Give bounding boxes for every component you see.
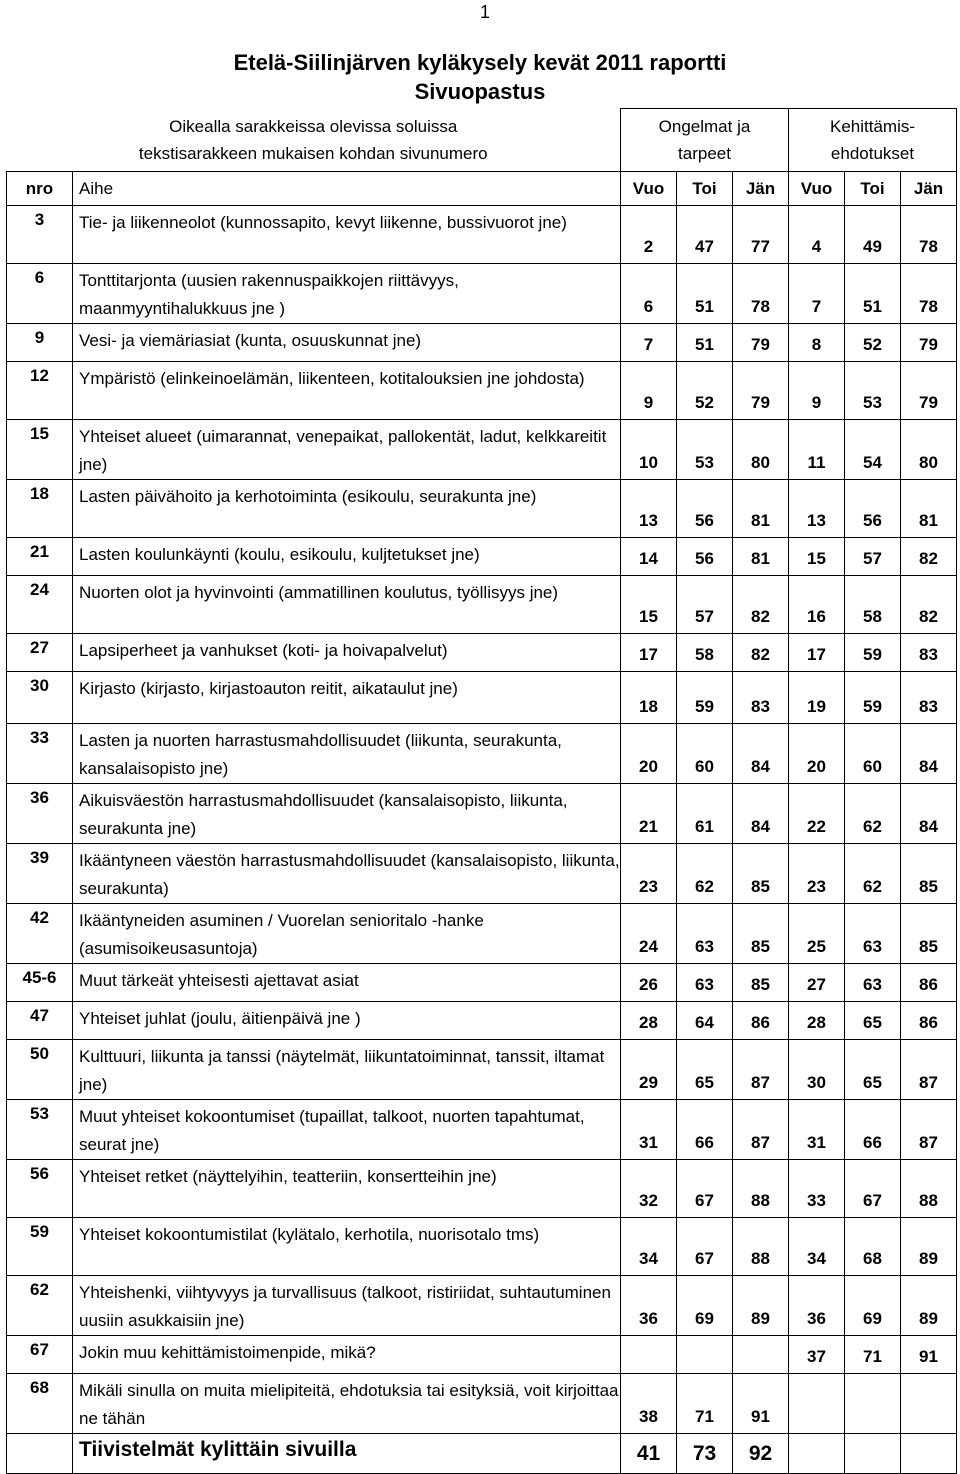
table-row: [7, 576, 957, 634]
page-ref-jan-2: 79: [901, 324, 957, 362]
page-ref-toi-1: 62: [677, 844, 733, 904]
page-ref-toi-1: 59: [677, 672, 733, 724]
table-row: [7, 1160, 957, 1218]
page-ref-toi-1: 53: [677, 420, 733, 480]
page-ref-toi-1: 63: [677, 904, 733, 964]
table-row: [7, 844, 957, 904]
page-ref-vuo-2: 34: [789, 1218, 845, 1276]
page-ref-jan-2: 80: [901, 420, 957, 480]
page-ref-vuo-1: [621, 1336, 677, 1374]
header-group-row: [7, 109, 957, 172]
row-topic: Yhteiset kokoontumistilat (kylätalo, kerhotila, nuorisotalo tms): [73, 1218, 621, 1276]
row-topic: Jokin muu kehittämistoimenpide, mikä?: [73, 1336, 621, 1374]
page-ref-toi-1: 51: [677, 324, 733, 362]
page-ref-vuo-2: 7: [789, 264, 845, 324]
page-ref-vuo-1: 38: [621, 1374, 677, 1434]
page-ref-toi-1: 67: [677, 1160, 733, 1218]
page-ref-jan-2: [901, 1434, 957, 1474]
page-ref-jan-2: 86: [901, 1002, 957, 1040]
page-ref-jan-1: 81: [733, 538, 789, 576]
page-ref-toi-2: 56: [845, 480, 901, 538]
page-ref-toi-2: 71: [845, 1336, 901, 1374]
table-row: [7, 1336, 957, 1374]
row-topic: Tie- ja liikenneolot (kunnossapito, kevyt liikenne, bussivuorot jne): [73, 206, 621, 264]
row-topic: Yhteishenki, viihtyvyys ja turvallisuus (talkoot, ristiriidat, suhtautuminen uusiin asukkaisiin jne): [73, 1276, 621, 1336]
page-ref-jan-2: 78: [901, 264, 957, 324]
row-topic: Ikääntyneiden asuminen / Vuorelan senioritalo -hanke (asumisoikeusasuntoja): [73, 904, 621, 964]
page-ref-toi-2: 65: [845, 1040, 901, 1100]
row-topic: Lapsiperheet ja vanhukset (koti- ja hoivapalvelut): [73, 634, 621, 672]
page-ref-vuo-2: 36: [789, 1276, 845, 1336]
page-ref-vuo-1: 32: [621, 1160, 677, 1218]
row-topic: Kirjasto (kirjasto, kirjastoauton reitit, aikataulut jne): [73, 672, 621, 724]
page-ref-toi-2: 59: [845, 672, 901, 724]
page-ref-jan-2: 83: [901, 672, 957, 724]
page-ref-jan-1: 79: [733, 362, 789, 420]
table-row: [7, 634, 957, 672]
page-ref-jan-2: 82: [901, 538, 957, 576]
header-note-line-1: Oikealla sarakkeissa olevissa soluissa: [169, 116, 458, 136]
page-ref-jan-1: 81: [733, 480, 789, 538]
page-ref-toi-1: 60: [677, 724, 733, 784]
row-topic: Muut yhteiset kokoontumiset (tupaillat, talkoot, nuorten tapahtumat, seurat jne): [73, 1100, 621, 1160]
page-ref-vuo-2: [789, 1374, 845, 1434]
page-ref-jan-1: 82: [733, 576, 789, 634]
page-ref-vuo-1: 15: [621, 576, 677, 634]
row-topic: Tiivistelmät kylittäin sivuilla: [73, 1434, 621, 1474]
page-ref-jan-1: 85: [733, 964, 789, 1002]
page-ref-jan-1: 88: [733, 1160, 789, 1218]
page-ref-toi-1: 64: [677, 1002, 733, 1040]
page-ref-vuo-1: 17: [621, 634, 677, 672]
table-row: [7, 672, 957, 724]
page-ref-vuo-1: 29: [621, 1040, 677, 1100]
row-nro: 67: [7, 1336, 73, 1374]
page-ref-vuo-1: 23: [621, 844, 677, 904]
page-ref-jan-2: 83: [901, 634, 957, 672]
page-ref-toi-2: 58: [845, 576, 901, 634]
header-group-proposals-line-2: ehdotukset: [830, 144, 915, 163]
document-title: [0, 48, 960, 106]
table-row: [7, 724, 957, 784]
row-nro: 36: [7, 784, 73, 844]
page-ref-vuo-1: 28: [621, 1002, 677, 1040]
row-topic: Muut tärkeät yhteisesti ajettavat asiat: [73, 964, 621, 1002]
page-ref-vuo-2: 8: [789, 324, 845, 362]
page-ref-vuo-1: 2: [621, 206, 677, 264]
header-group-problems-line-2: tarpeet: [678, 144, 731, 163]
row-nro: 24: [7, 576, 73, 634]
table-row: [7, 1040, 957, 1100]
row-topic: Yhteiset retket (näyttelyihin, teatteriin, konsertteihin jne): [73, 1160, 621, 1218]
row-nro: 39: [7, 844, 73, 904]
page-ref-vuo-2: 30: [789, 1040, 845, 1100]
header-column-row: [7, 172, 957, 206]
index-table: [6, 108, 957, 1474]
row-topic: Lasten koulunkäynti (koulu, esikoulu, kuljtetukset jne): [73, 538, 621, 576]
page-ref-vuo-2: 17: [789, 634, 845, 672]
page-ref-toi-1: 56: [677, 480, 733, 538]
page-ref-jan-1: 87: [733, 1040, 789, 1100]
row-nro: 6: [7, 264, 73, 324]
page-ref-vuo-2: 31: [789, 1100, 845, 1160]
page-ref-jan-1: 78: [733, 264, 789, 324]
page-ref-jan-2: 86: [901, 964, 957, 1002]
row-nro: 56: [7, 1160, 73, 1218]
page-ref-jan-2: 89: [901, 1276, 957, 1336]
page-ref-vuo-2: 25: [789, 904, 845, 964]
page-ref-jan-1: 79: [733, 324, 789, 362]
page-ref-jan-1: 77: [733, 206, 789, 264]
header-nro: nro: [7, 172, 73, 206]
row-nro: 45-6: [7, 964, 73, 1002]
page-ref-toi-2: 65: [845, 1002, 901, 1040]
page-ref-vuo-2: 19: [789, 672, 845, 724]
table-row: [7, 1002, 957, 1040]
page-ref-toi-2: 60: [845, 724, 901, 784]
row-nro: 62: [7, 1276, 73, 1336]
page-ref-toi-2: 69: [845, 1276, 901, 1336]
page-ref-vuo-1: 7: [621, 324, 677, 362]
row-topic: Lasten päivähoito ja kerhotoiminta (esikoulu, seurakunta jne): [73, 480, 621, 538]
page-ref-vuo-1: 14: [621, 538, 677, 576]
page-ref-toi-2: [845, 1434, 901, 1474]
page-ref-toi-1: 63: [677, 964, 733, 1002]
row-nro: 21: [7, 538, 73, 576]
page-ref-vuo-1: 24: [621, 904, 677, 964]
page-ref-jan-2: 78: [901, 206, 957, 264]
page-ref-vuo-1: 9: [621, 362, 677, 420]
page-number: 1: [480, 2, 491, 22]
page-ref-toi-1: [677, 1336, 733, 1374]
page-ref-jan-1: 86: [733, 1002, 789, 1040]
page-ref-toi-2: 57: [845, 538, 901, 576]
page-ref-jan-1: 89: [733, 1276, 789, 1336]
header-group-proposals: [789, 109, 957, 172]
row-nro: 30: [7, 672, 73, 724]
row-nro: 59: [7, 1218, 73, 1276]
row-topic: Kulttuuri, liikunta ja tanssi (näytelmät, liikuntatoiminnat, tanssit, iltamat jne): [73, 1040, 621, 1100]
row-topic: Yhteiset juhlat (joulu, äitienpäivä jne ): [73, 1002, 621, 1040]
page-ref-jan-1: 80: [733, 420, 789, 480]
page-ref-toi-2: 54: [845, 420, 901, 480]
table-row: [7, 1100, 957, 1160]
row-nro: 50: [7, 1040, 73, 1100]
row-nro: 33: [7, 724, 73, 784]
table-row: [7, 1276, 957, 1336]
page-ref-jan-2: [901, 1374, 957, 1434]
table-row: [7, 324, 957, 362]
page-ref-toi-1: 67: [677, 1218, 733, 1276]
page-ref-vuo-1: 41: [621, 1434, 677, 1474]
row-nro: 27: [7, 634, 73, 672]
row-topic: Mikäli sinulla on muita mielipiteitä, ehdotuksia tai esityksiä, voit kirjoittaa ne tähän: [73, 1374, 621, 1434]
page-ref-jan-1: 87: [733, 1100, 789, 1160]
page-ref-vuo-1: 18: [621, 672, 677, 724]
page-ref-jan-2: 91: [901, 1336, 957, 1374]
page-ref-toi-1: 52: [677, 362, 733, 420]
page-ref-jan-2: 85: [901, 844, 957, 904]
row-nro: 53: [7, 1100, 73, 1160]
page-ref-jan-1: [733, 1336, 789, 1374]
row-topic: Lasten ja nuorten harrastusmahdollisuudet (liikunta, seurakunta, kansalaisopisto jne): [73, 724, 621, 784]
page-ref-toi-1: 69: [677, 1276, 733, 1336]
page-ref-toi-1: 66: [677, 1100, 733, 1160]
page-ref-vuo-1: 36: [621, 1276, 677, 1336]
page-ref-toi-1: 47: [677, 206, 733, 264]
page-ref-toi-1: 58: [677, 634, 733, 672]
page-ref-toi-2: 62: [845, 844, 901, 904]
page-ref-jan-2: 87: [901, 1100, 957, 1160]
header-col-jan-1: Jän: [733, 172, 789, 206]
table-row: [7, 420, 957, 480]
row-nro: 3: [7, 206, 73, 264]
row-topic: Nuorten olot ja hyvinvointi (ammatillinen koulutus, työllisyys jne): [73, 576, 621, 634]
header-col-toi-2: Toi: [845, 172, 901, 206]
page-ref-toi-1: 73: [677, 1434, 733, 1474]
page-ref-jan-2: 81: [901, 480, 957, 538]
page-ref-jan-1: 85: [733, 904, 789, 964]
header-aihe: Aihe: [73, 172, 621, 206]
page-ref-vuo-2: 28: [789, 1002, 845, 1040]
header-note-line-2: tekstisarakkeen mukaisen kohdan sivunumero: [138, 143, 488, 163]
header-col-vuo-1: Vuo: [621, 172, 677, 206]
table-row: [7, 1218, 957, 1276]
page-ref-vuo-2: 27: [789, 964, 845, 1002]
page-ref-toi-2: 52: [845, 324, 901, 362]
row-nro: 9: [7, 324, 73, 362]
page-ref-vuo-2: [789, 1434, 845, 1474]
header-group-problems-line-1: Ongelmat ja: [658, 117, 751, 136]
table-row: [7, 1434, 957, 1474]
page-ref-vuo-2: 33: [789, 1160, 845, 1218]
row-topic: Ikääntyneen väestön harrastusmahdollisuudet (kansalaisopisto, liikunta, seurakunta): [73, 844, 621, 904]
header-col-toi-1: Toi: [677, 172, 733, 206]
page-ref-vuo-2: 15: [789, 538, 845, 576]
page-ref-vuo-1: 31: [621, 1100, 677, 1160]
table-row: [7, 904, 957, 964]
title-line-2: Sivuopastus: [414, 79, 546, 104]
page-ref-toi-2: 62: [845, 784, 901, 844]
row-topic: Ympäristö (elinkeinoelämän, liikenteen, kotitalouksien jne johdosta): [73, 362, 621, 420]
row-nro: 42: [7, 904, 73, 964]
table-row: [7, 362, 957, 420]
page-ref-jan-1: 92: [733, 1434, 789, 1474]
row-topic: Aikuisväestön harrastusmahdollisuudet (kansalaisopisto, liikunta, seurakunta jne): [73, 784, 621, 844]
row-nro: 15: [7, 420, 73, 480]
title-line-1: Etelä-Siilinjärven kyläkysely kevät 2011 raportti: [233, 50, 727, 75]
table-row: [7, 1374, 957, 1434]
table-row: [7, 206, 957, 264]
page-ref-jan-2: 79: [901, 362, 957, 420]
page-ref-vuo-1: 21: [621, 784, 677, 844]
header-group-problems: [621, 109, 789, 172]
page-ref-toi-2: 67: [845, 1160, 901, 1218]
table-row: [7, 480, 957, 538]
page-ref-jan-1: 84: [733, 724, 789, 784]
page-ref-toi-2: 66: [845, 1100, 901, 1160]
page-ref-jan-1: 91: [733, 1374, 789, 1434]
row-nro: 68: [7, 1374, 73, 1434]
page-ref-vuo-2: 11: [789, 420, 845, 480]
page-ref-jan-2: 85: [901, 904, 957, 964]
header-col-vuo-2: Vuo: [789, 172, 845, 206]
page-ref-jan-1: 82: [733, 634, 789, 672]
page-ref-toi-1: 65: [677, 1040, 733, 1100]
row-topic: Yhteiset alueet (uimarannat, venepaikat, pallokentät, ladut, kelkkareitit jne): [73, 420, 621, 480]
row-nro: 12: [7, 362, 73, 420]
page-ref-toi-2: 63: [845, 904, 901, 964]
page-ref-vuo-2: 13: [789, 480, 845, 538]
row-topic: Tonttitarjonta (uusien rakennuspaikkojen riittävyys, maanmyyntihalukkuus jne ): [73, 264, 621, 324]
page-ref-jan-1: 85: [733, 844, 789, 904]
page-ref-vuo-2: 16: [789, 576, 845, 634]
page-ref-vuo-1: 6: [621, 264, 677, 324]
page-ref-toi-2: 49: [845, 206, 901, 264]
page-ref-toi-2: 63: [845, 964, 901, 1002]
table-row: [7, 538, 957, 576]
page-ref-toi-2: 53: [845, 362, 901, 420]
row-nro: [7, 1434, 73, 1474]
page-ref-toi-2: 51: [845, 264, 901, 324]
page-ref-toi-2: 59: [845, 634, 901, 672]
page-ref-jan-2: 84: [901, 724, 957, 784]
page-ref-jan-2: 87: [901, 1040, 957, 1100]
page-ref-vuo-2: 20: [789, 724, 845, 784]
page-ref-vuo-1: 10: [621, 420, 677, 480]
page-ref-toi-1: 71: [677, 1374, 733, 1434]
page-ref-toi-2: 68: [845, 1218, 901, 1276]
row-topic: Vesi- ja viemäriasiat (kunta, osuuskunnat jne): [73, 324, 621, 362]
page-ref-toi-1: 61: [677, 784, 733, 844]
page-ref-jan-2: 84: [901, 784, 957, 844]
page-ref-jan-1: 83: [733, 672, 789, 724]
page-ref-toi-1: 57: [677, 576, 733, 634]
page-ref-vuo-2: 23: [789, 844, 845, 904]
page-ref-vuo-2: 37: [789, 1336, 845, 1374]
row-nro: 18: [7, 480, 73, 538]
page-ref-vuo-2: 4: [789, 206, 845, 264]
page-ref-vuo-1: 13: [621, 480, 677, 538]
page-ref-jan-2: 89: [901, 1218, 957, 1276]
page-ref-vuo-1: 26: [621, 964, 677, 1002]
page-ref-vuo-2: 22: [789, 784, 845, 844]
header-col-jan-2: Jän: [901, 172, 957, 206]
page-ref-jan-2: 88: [901, 1160, 957, 1218]
page-ref-toi-2: [845, 1374, 901, 1434]
page-ref-jan-2: 82: [901, 576, 957, 634]
header-note: [7, 109, 621, 172]
page-ref-vuo-2: 9: [789, 362, 845, 420]
page-ref-jan-1: 88: [733, 1218, 789, 1276]
page-ref-toi-1: 56: [677, 538, 733, 576]
page-ref-vuo-1: 20: [621, 724, 677, 784]
row-nro: 47: [7, 1002, 73, 1040]
page-ref-toi-1: 51: [677, 264, 733, 324]
table-row: [7, 964, 957, 1002]
page-ref-jan-1: 84: [733, 784, 789, 844]
page-ref-vuo-1: 34: [621, 1218, 677, 1276]
table-row: [7, 264, 957, 324]
table-row: [7, 784, 957, 844]
header-group-proposals-line-1: Kehittämis-: [829, 117, 916, 136]
